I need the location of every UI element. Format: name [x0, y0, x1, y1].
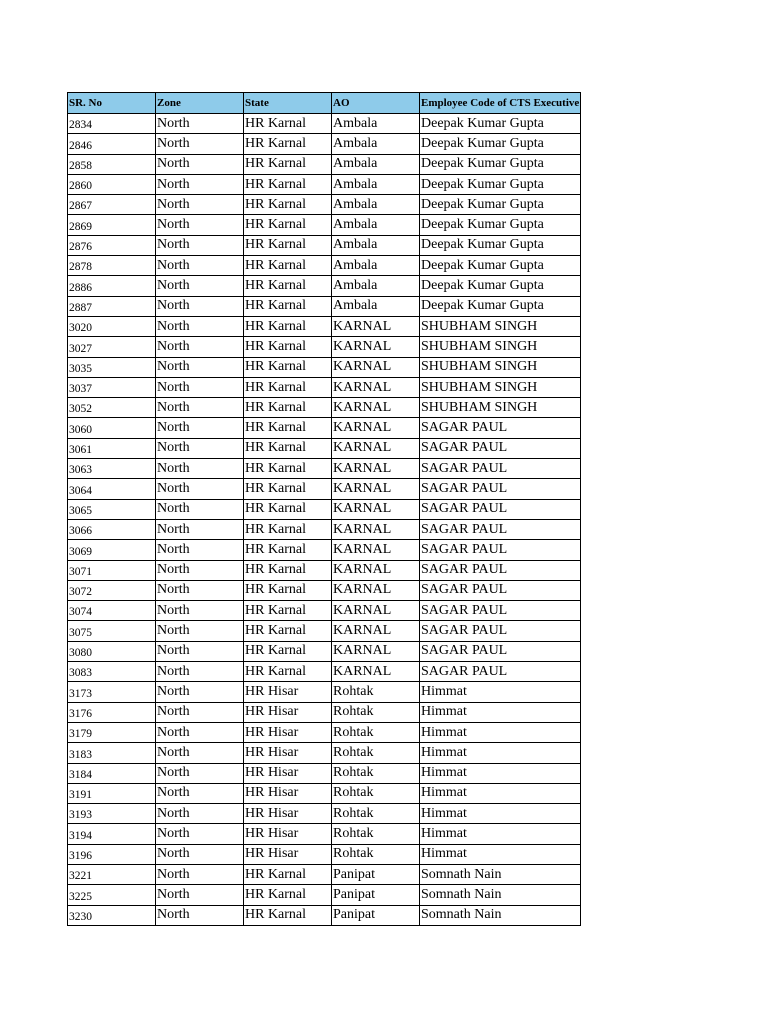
table-row	[68, 316, 581, 336]
cell-zone[interactable]: North	[156, 195, 244, 215]
cell-sr-no[interactable]: 2878	[68, 256, 156, 276]
cell-zone[interactable]: North	[156, 641, 244, 661]
cell-state[interactable]: HR Hisar	[244, 702, 332, 722]
cell-sr-no[interactable]: 3080	[68, 641, 156, 661]
cell-sr-no[interactable]: 3074	[68, 601, 156, 621]
cell-sr-no[interactable]: 3183	[68, 743, 156, 763]
cell-sr-no[interactable]: 3037	[68, 377, 156, 397]
table-row	[68, 377, 581, 397]
cell-state[interactable]: HR Karnal	[244, 580, 332, 600]
cell-zone[interactable]: North	[156, 722, 244, 742]
cell-employee[interactable]: Deepak Kumar Gupta	[420, 134, 581, 154]
cell-ao[interactable]: Ambala	[332, 215, 420, 235]
cell-zone[interactable]: North	[156, 154, 244, 174]
table-row	[68, 235, 581, 255]
cell-zone[interactable]: North	[156, 499, 244, 519]
cell-employee[interactable]: SAGAR PAUL	[420, 519, 581, 539]
cell-zone[interactable]: North	[156, 743, 244, 763]
cell-ao[interactable]: Rohtak	[332, 844, 420, 864]
cell-ao[interactable]: Ambala	[332, 134, 420, 154]
cell-employee[interactable]: Deepak Kumar Gupta	[420, 114, 581, 134]
cell-state[interactable]: HR Karnal	[244, 540, 332, 560]
cell-ao[interactable]: KARNAL	[332, 479, 420, 499]
cell-state[interactable]: HR Karnal	[244, 377, 332, 397]
table-row	[68, 459, 581, 479]
table-row	[68, 418, 581, 438]
cell-sr-no[interactable]: 2834	[68, 114, 156, 134]
table-row	[68, 296, 581, 316]
cell-sr-no[interactable]: 3221	[68, 864, 156, 884]
cell-state[interactable]: HR Karnal	[244, 905, 332, 925]
cell-zone[interactable]: North	[156, 459, 244, 479]
cell-zone[interactable]: North	[156, 844, 244, 864]
cell-zone[interactable]: North	[156, 560, 244, 580]
table-row	[68, 601, 581, 621]
cell-employee[interactable]: Himmat	[420, 682, 581, 702]
table-row	[68, 621, 581, 641]
cell-employee[interactable]: SHUBHAM SINGH	[420, 398, 581, 418]
cell-state[interactable]: HR Karnal	[244, 296, 332, 316]
cell-zone[interactable]: North	[156, 296, 244, 316]
cell-ao[interactable]: Ambala	[332, 154, 420, 174]
cell-zone[interactable]: North	[156, 174, 244, 194]
cell-zone[interactable]: North	[156, 215, 244, 235]
cell-zone[interactable]: North	[156, 763, 244, 783]
cell-state[interactable]: HR Karnal	[244, 357, 332, 377]
cell-ao[interactable]: KARNAL	[332, 377, 420, 397]
cell-sr-no[interactable]: 3196	[68, 844, 156, 864]
cell-ao[interactable]: KARNAL	[332, 641, 420, 661]
cell-zone[interactable]: North	[156, 256, 244, 276]
cell-ao[interactable]: KARNAL	[332, 459, 420, 479]
cell-ao[interactable]: KARNAL	[332, 357, 420, 377]
cell-employee[interactable]: Deepak Kumar Gupta	[420, 174, 581, 194]
cell-employee[interactable]: Himmat	[420, 783, 581, 803]
cell-sr-no[interactable]: 3063	[68, 459, 156, 479]
cell-ao[interactable]: Panipat	[332, 864, 420, 884]
cell-employee[interactable]: Deepak Kumar Gupta	[420, 215, 581, 235]
cell-zone[interactable]: North	[156, 357, 244, 377]
cell-ao[interactable]: Ambala	[332, 235, 420, 255]
cell-ao[interactable]: Ambala	[332, 256, 420, 276]
header-state[interactable]: State	[244, 93, 332, 114]
cell-sr-no[interactable]: 2869	[68, 215, 156, 235]
cell-sr-no[interactable]: 3071	[68, 560, 156, 580]
cell-sr-no[interactable]: 2867	[68, 195, 156, 215]
cell-employee[interactable]: SHUBHAM SINGH	[420, 357, 581, 377]
cell-ao[interactable]: KARNAL	[332, 316, 420, 336]
cell-employee[interactable]: Deepak Kumar Gupta	[420, 154, 581, 174]
cell-state[interactable]: HR Karnal	[244, 174, 332, 194]
table-row	[68, 154, 581, 174]
cell-sr-no[interactable]: 3052	[68, 398, 156, 418]
cell-ao[interactable]: KARNAL	[332, 519, 420, 539]
cell-state[interactable]: HR Hisar	[244, 722, 332, 742]
table-row	[68, 763, 581, 783]
cell-state[interactable]: HR Hisar	[244, 743, 332, 763]
cell-employee[interactable]: SAGAR PAUL	[420, 540, 581, 560]
cell-ao[interactable]: Rohtak	[332, 682, 420, 702]
cell-employee[interactable]: Deepak Kumar Gupta	[420, 296, 581, 316]
cell-state[interactable]: HR Hisar	[244, 824, 332, 844]
cell-state[interactable]: HR Hisar	[244, 783, 332, 803]
cell-employee[interactable]: Somnath Nain	[420, 864, 581, 884]
cell-ao[interactable]: Rohtak	[332, 702, 420, 722]
cell-sr-no[interactable]: 3027	[68, 337, 156, 357]
cell-employee[interactable]: SAGAR PAUL	[420, 641, 581, 661]
cell-ao[interactable]: KARNAL	[332, 499, 420, 519]
cell-state[interactable]: HR Karnal	[244, 276, 332, 296]
cell-ao[interactable]: KARNAL	[332, 438, 420, 458]
cell-state[interactable]: HR Hisar	[244, 763, 332, 783]
cell-employee[interactable]: Himmat	[420, 722, 581, 742]
cell-sr-no[interactable]: 2876	[68, 235, 156, 255]
cell-sr-no[interactable]: 3065	[68, 499, 156, 519]
table-row	[68, 682, 581, 702]
cell-state[interactable]: HR Karnal	[244, 134, 332, 154]
cell-sr-no[interactable]: 3179	[68, 722, 156, 742]
cell-zone[interactable]: North	[156, 316, 244, 336]
cell-zone[interactable]: North	[156, 580, 244, 600]
cell-state[interactable]: HR Karnal	[244, 479, 332, 499]
cell-employee[interactable]: Himmat	[420, 824, 581, 844]
cell-state[interactable]: HR Karnal	[244, 885, 332, 905]
cell-ao[interactable]: Rohtak	[332, 824, 420, 844]
cell-state[interactable]: HR Karnal	[244, 398, 332, 418]
table-row	[68, 398, 581, 418]
cell-ao[interactable]: Panipat	[332, 885, 420, 905]
cell-employee[interactable]: Himmat	[420, 702, 581, 722]
table-row	[68, 560, 581, 580]
cell-ao[interactable]: Rohtak	[332, 763, 420, 783]
table-row	[68, 438, 581, 458]
cell-employee[interactable]: Himmat	[420, 763, 581, 783]
cell-zone[interactable]: North	[156, 235, 244, 255]
cell-zone[interactable]: North	[156, 662, 244, 682]
cell-state[interactable]: HR Karnal	[244, 621, 332, 641]
cell-state[interactable]: HR Karnal	[244, 560, 332, 580]
header-employee-code[interactable]: Employee Code of CTS Executive	[420, 93, 581, 114]
cell-state[interactable]: HR Karnal	[244, 337, 332, 357]
cell-state[interactable]: HR Karnal	[244, 235, 332, 255]
cell-state[interactable]: HR Karnal	[244, 215, 332, 235]
cell-employee[interactable]: Himmat	[420, 743, 581, 763]
header-sr-no[interactable]: SR. No	[68, 93, 156, 114]
cell-sr-no[interactable]: 2887	[68, 296, 156, 316]
table-row	[68, 540, 581, 560]
spreadsheet-table	[67, 92, 581, 926]
cell-state[interactable]: HR Karnal	[244, 662, 332, 682]
cell-sr-no[interactable]: 3035	[68, 357, 156, 377]
cell-employee[interactable]: Deepak Kumar Gupta	[420, 195, 581, 215]
cell-employee[interactable]: SHUBHAM SINGH	[420, 337, 581, 357]
cell-ao[interactable]: KARNAL	[332, 621, 420, 641]
cell-state[interactable]: HR Hisar	[244, 844, 332, 864]
cell-sr-no[interactable]: 3225	[68, 885, 156, 905]
header-row	[68, 93, 581, 114]
table-row	[68, 722, 581, 742]
cell-ao[interactable]: KARNAL	[332, 560, 420, 580]
table-row	[68, 824, 581, 844]
table-row	[68, 885, 581, 905]
cell-ao[interactable]: Rohtak	[332, 743, 420, 763]
cell-zone[interactable]: North	[156, 905, 244, 925]
cell-sr-no[interactable]: 3060	[68, 418, 156, 438]
table-row	[68, 844, 581, 864]
cell-employee[interactable]: Deepak Kumar Gupta	[420, 256, 581, 276]
table-row	[68, 783, 581, 803]
cell-sr-no[interactable]: 3193	[68, 804, 156, 824]
cell-sr-no[interactable]: 3075	[68, 621, 156, 641]
cell-state[interactable]: HR Karnal	[244, 256, 332, 276]
cell-employee[interactable]: SAGAR PAUL	[420, 418, 581, 438]
cell-ao[interactable]: Panipat	[332, 905, 420, 925]
cell-state[interactable]: HR Karnal	[244, 316, 332, 336]
cell-sr-no[interactable]: 3184	[68, 763, 156, 783]
cell-sr-no[interactable]: 2860	[68, 174, 156, 194]
cell-zone[interactable]: North	[156, 519, 244, 539]
cell-sr-no[interactable]: 3083	[68, 662, 156, 682]
cell-zone[interactable]: North	[156, 601, 244, 621]
cell-zone[interactable]: North	[156, 804, 244, 824]
cell-state[interactable]: HR Karnal	[244, 601, 332, 621]
cell-ao[interactable]: Ambala	[332, 195, 420, 215]
cell-ao[interactable]: KARNAL	[332, 601, 420, 621]
cell-state[interactable]: HR Karnal	[244, 114, 332, 134]
cell-ao[interactable]: Rohtak	[332, 783, 420, 803]
cell-state[interactable]: HR Karnal	[244, 641, 332, 661]
cell-ao[interactable]: KARNAL	[332, 662, 420, 682]
table-row	[68, 580, 581, 600]
table-row	[68, 134, 581, 154]
cell-ao[interactable]: KARNAL	[332, 337, 420, 357]
cell-state[interactable]: HR Karnal	[244, 418, 332, 438]
cell-zone[interactable]: North	[156, 864, 244, 884]
cell-zone[interactable]: North	[156, 276, 244, 296]
cell-sr-no[interactable]: 3061	[68, 438, 156, 458]
cell-state[interactable]: HR Karnal	[244, 195, 332, 215]
cell-ao[interactable]: KARNAL	[332, 418, 420, 438]
table-row	[68, 641, 581, 661]
cell-zone[interactable]: North	[156, 540, 244, 560]
cell-sr-no[interactable]: 3064	[68, 479, 156, 499]
table-row	[68, 337, 581, 357]
cell-state[interactable]: HR Karnal	[244, 154, 332, 174]
table-row	[68, 215, 581, 235]
cell-zone[interactable]: North	[156, 824, 244, 844]
cell-sr-no[interactable]: 3020	[68, 316, 156, 336]
table-row	[68, 174, 581, 194]
cell-zone[interactable]: North	[156, 479, 244, 499]
cell-zone[interactable]: North	[156, 377, 244, 397]
cell-sr-no[interactable]: 3230	[68, 905, 156, 925]
table-row	[68, 804, 581, 824]
table-row	[68, 743, 581, 763]
cell-state[interactable]: HR Karnal	[244, 519, 332, 539]
table-row	[68, 702, 581, 722]
cell-employee[interactable]: SAGAR PAUL	[420, 580, 581, 600]
cell-employee[interactable]: SAGAR PAUL	[420, 621, 581, 641]
cell-employee[interactable]: Deepak Kumar Gupta	[420, 276, 581, 296]
cell-zone[interactable]: North	[156, 134, 244, 154]
cell-zone[interactable]: North	[156, 783, 244, 803]
cell-employee[interactable]: Himmat	[420, 804, 581, 824]
cell-ao[interactable]: Rohtak	[332, 722, 420, 742]
cell-sr-no[interactable]: 3069	[68, 540, 156, 560]
cell-ao[interactable]: Ambala	[332, 114, 420, 134]
table-row	[68, 864, 581, 884]
cell-ao[interactable]: Rohtak	[332, 804, 420, 824]
cell-employee[interactable]: SAGAR PAUL	[420, 459, 581, 479]
cell-zone[interactable]: North	[156, 337, 244, 357]
cell-employee[interactable]: SAGAR PAUL	[420, 662, 581, 682]
cell-state[interactable]: HR Karnal	[244, 459, 332, 479]
cell-zone[interactable]: North	[156, 398, 244, 418]
cell-ao[interactable]: KARNAL	[332, 540, 420, 560]
cell-ao[interactable]: KARNAL	[332, 580, 420, 600]
cell-state[interactable]: HR Hisar	[244, 804, 332, 824]
cell-state[interactable]: HR Karnal	[244, 864, 332, 884]
cell-employee[interactable]: SAGAR PAUL	[420, 499, 581, 519]
cell-employee[interactable]: SHUBHAM SINGH	[420, 377, 581, 397]
cell-employee[interactable]: SAGAR PAUL	[420, 601, 581, 621]
cell-employee[interactable]: Somnath Nain	[420, 885, 581, 905]
cell-zone[interactable]: North	[156, 682, 244, 702]
header-ao[interactable]: AO	[332, 93, 420, 114]
cell-zone[interactable]: North	[156, 418, 244, 438]
table-row	[68, 662, 581, 682]
cell-ao[interactable]: Ambala	[332, 174, 420, 194]
cell-state[interactable]: HR Karnal	[244, 499, 332, 519]
cell-ao[interactable]: KARNAL	[332, 398, 420, 418]
cell-zone[interactable]: North	[156, 438, 244, 458]
cell-sr-no[interactable]: 2846	[68, 134, 156, 154]
cell-employee[interactable]: SAGAR PAUL	[420, 438, 581, 458]
table-row	[68, 256, 581, 276]
table-row	[68, 195, 581, 215]
cell-ao[interactable]: Ambala	[332, 296, 420, 316]
cell-sr-no[interactable]: 3191	[68, 783, 156, 803]
table-row	[68, 114, 581, 134]
cell-zone[interactable]: North	[156, 702, 244, 722]
table-row	[68, 519, 581, 539]
cell-zone[interactable]: North	[156, 885, 244, 905]
cell-employee[interactable]: Somnath Nain	[420, 905, 581, 925]
cell-employee[interactable]: Himmat	[420, 844, 581, 864]
cell-sr-no[interactable]: 3176	[68, 702, 156, 722]
cell-state[interactable]: HR Hisar	[244, 682, 332, 702]
cell-sr-no[interactable]: 2886	[68, 276, 156, 296]
cell-ao[interactable]: Ambala	[332, 276, 420, 296]
table-row	[68, 276, 581, 296]
cell-state[interactable]: HR Karnal	[244, 438, 332, 458]
cell-sr-no[interactable]: 2858	[68, 154, 156, 174]
cell-employee[interactable]: Deepak Kumar Gupta	[420, 235, 581, 255]
header-zone[interactable]: Zone	[156, 93, 244, 114]
cell-employee[interactable]: SAGAR PAUL	[420, 479, 581, 499]
table-row	[68, 499, 581, 519]
cell-sr-no[interactable]: 3072	[68, 580, 156, 600]
table-row	[68, 905, 581, 925]
cell-employee[interactable]: SAGAR PAUL	[420, 560, 581, 580]
cell-zone[interactable]: North	[156, 114, 244, 134]
table-body	[68, 114, 581, 926]
table-row	[68, 479, 581, 499]
cell-employee[interactable]: SHUBHAM SINGH	[420, 316, 581, 336]
cell-sr-no[interactable]: 3173	[68, 682, 156, 702]
cell-zone[interactable]: North	[156, 621, 244, 641]
table-row	[68, 357, 581, 377]
cell-sr-no[interactable]: 3066	[68, 519, 156, 539]
cell-sr-no[interactable]: 3194	[68, 824, 156, 844]
